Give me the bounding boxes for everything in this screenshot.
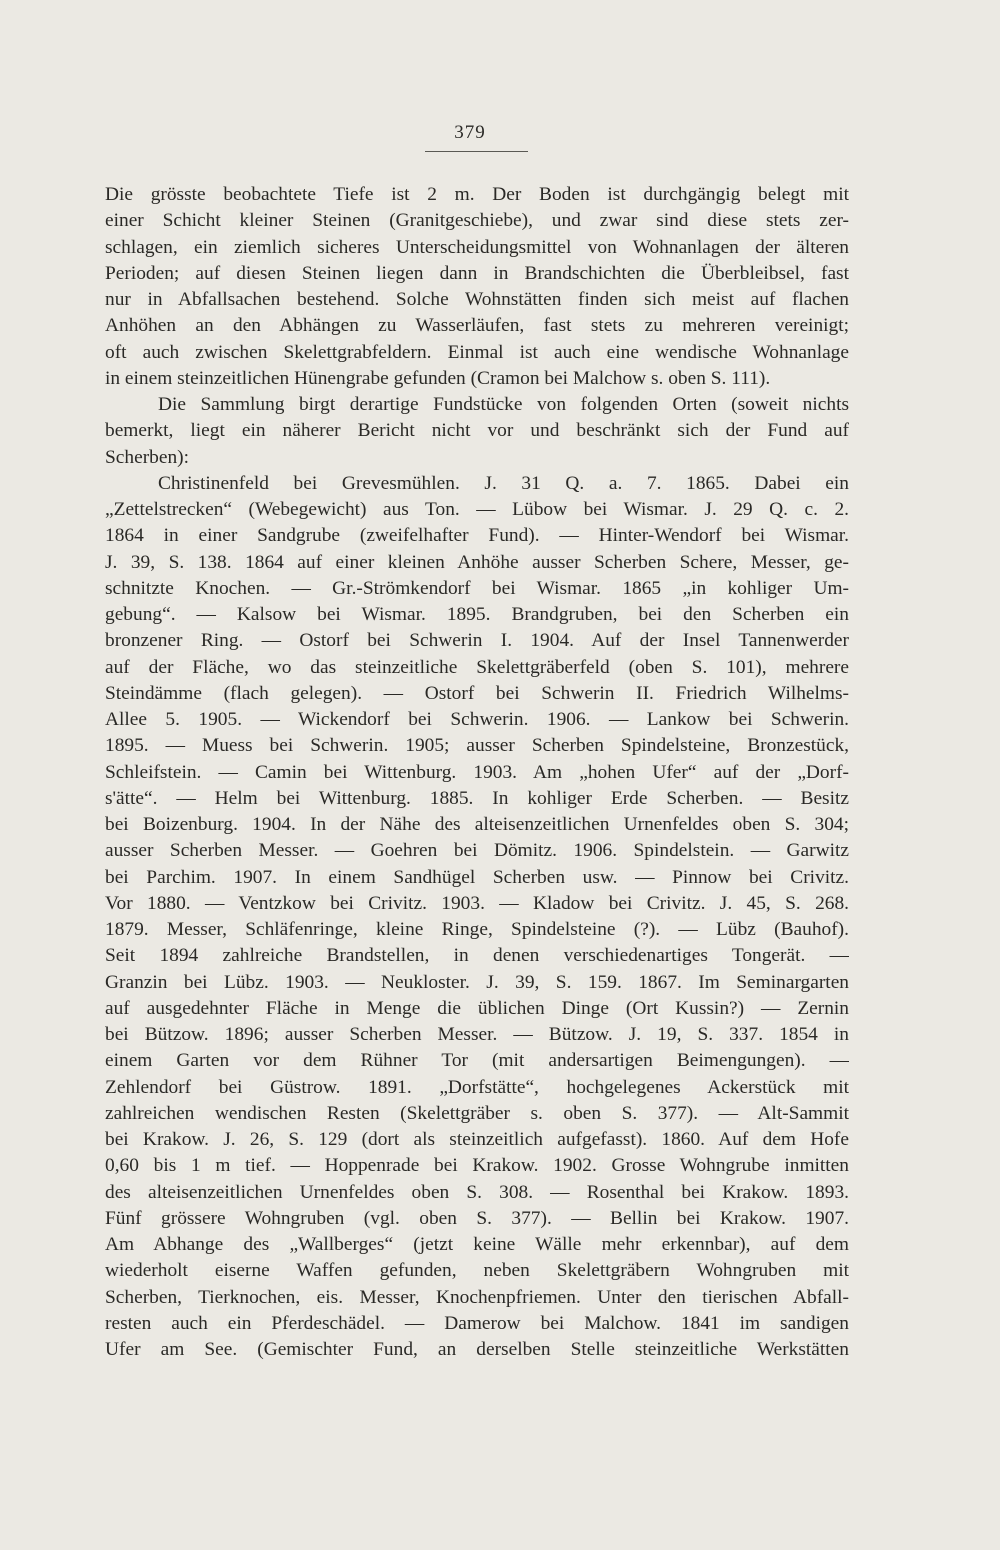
text-line: ausser Scherben Messer. — Goehren bei Dömitz. 1906. Spindelstein. — Garwitz [105,840,849,862]
text-line: des alteisenzeitlichen Urnenfeldes oben S. 308. — Rosenthal bei Krakow. 1893. [105,1181,849,1203]
text-line: Fünf grössere Wohngruben (vgl. oben S. 377). — Bellin bei Krakow. 1907. [105,1207,849,1229]
page-number: 379 [454,122,486,143]
text-line: „Zettelstrecken“ (Webegewicht) aus Ton. — Lübow bei Wismar. J. 29 Q. c. 2. [105,499,849,520]
text-line: bei Parchim. 1907. In einem Sandhügel Scherben usw. — Pinnow bei Crivitz. [105,866,849,888]
text-line: Am Abhange des „Wallberges“ (jetzt keine Wälle mehr erkennbar), auf dem [105,1234,849,1255]
text-line: Granzin bei Lübz. 1903. — Neukloster. J. 39, S. 159. 1867. Im Seminargarten [105,971,849,993]
text-line: Scherben): [105,446,189,468]
body-text [105,182,849,1363]
text-line: J. 39, S. 138. 1864 auf einer kleinen Anhöhe ausser Scherben Schere, Messer, ge- [105,551,849,573]
text-line: Vor 1880. — Ventzkow bei Crivitz. 1903. — Kladow bei Crivitz. J. 45, S. 268. [105,892,849,914]
text-line: bei Boizenburg. 1904. In der Nähe des alteisenzeitlichen Urnenfeldes oben S. 304; [105,814,849,835]
text-line: schlagen, ein ziemlich sicheres Unterscheidungsmittel von Wohnanlagen der älteren [105,236,849,258]
text-line: Zehlendorf bei Güstrow. 1891. „Dorfstätte“, hochgelegenes Ackerstück mit [105,1076,849,1098]
text-line: bemerkt, liegt ein näherer Bericht nicht vor und beschränkt sich der Fund auf [105,420,849,442]
text-line: 1879. Messer, Schläfenringe, kleine Ringe, Spindelsteine (?). — Lübz (Bauhof). [105,919,849,940]
text-line: 0,60 bis 1 m tief. — Hoppenrade bei Krakow. 1902. Grosse Wohngrube inmitten [105,1155,849,1177]
text-line: Schleifstein. — Camin bei Wittenburg. 1903. Am „hohen Ufer“ auf der „Dorf- [105,761,849,783]
paragraph-3 [105,471,849,1364]
text-line: auf der Fläche, wo das steinzeitliche Skelettgräberfeld (oben S. 101), mehrere [105,656,849,678]
text-line: Seit 1894 zahlreiche Brandstellen, in denen verschiedenartiges Tongerät. — [105,945,849,967]
text-line: 1895. — Muess bei Schwerin. 1905; ausser Scherben Spindelsteine, Bronzestück, [105,735,849,757]
text-line: Ufer am See. (Gemischter Fund, an derselben Stelle steinzeitliche Werkstätten [105,1339,849,1360]
text-line: oft auch zwischen Skelettgrabfeldern. Einmal ist auch eine wendische Wohnanlage [105,341,849,363]
text-line: gebung“. — Kalsow bei Wismar. 1895. Brandgruben, bei den Scherben ein [105,604,849,625]
text-line: s'ätte“. — Helm bei Wittenburg. 1885. In kohliger Erde Scherben. — Besitz [105,787,849,809]
text-line: Scherben, Tierknochen, eis. Messer, Knochenpfriemen. Unter den tierischen Abfall- [105,1286,849,1308]
text-line: Steindämme (flach gelegen). — Ostorf bei Schwerin II. Friedrich Wilhelms- [105,682,849,704]
text-line: einem Garten vor dem Rühner Tor (mit andersartigen Beimengungen). — [105,1050,849,1072]
header-rule [425,151,528,152]
text-line: wiederholt eiserne Waffen gefunden, neben Skelettgräbern Wohngruben mit [105,1260,849,1282]
text-line: auf ausgedehnter Fläche in Menge die üblichen Dinge (Ort Kussin?) — Zernin [105,997,849,1019]
text-line: zahlreichen wendischen Resten (Skelettgräber s. oben S. 377). — Alt-Sammit [105,1102,849,1124]
text-line: in einem steinzeitlichen Hünengrabe gefunden (Cramon bei Malchow s. oben S. 111). [105,367,771,389]
text-line: bei Krakow. J. 26, S. 129 (dort als steinzeitlich aufgefasst). 1860. Auf dem Hofe [105,1129,849,1150]
text-line: einer Schicht kleiner Steinen (Granitgeschiebe), und zwar sind diese stets zer- [105,210,849,232]
text-line: resten auch ein Pferdeschädel. — Damerow bei Malchow. 1841 im sandigen [105,1312,849,1334]
text-line: bei Bützow. 1896; ausser Scherben Messer. — Bützow. J. 19, S. 337. 1854 in [105,1024,849,1045]
text-line: Die Sammlung birgt derartige Fundstücke von folgenden Orten (soweit nichts [158,394,849,415]
paragraph-2 [105,392,849,471]
text-line: nur in Abfallsachen bestehend. Solche Wohnstätten finden sich meist auf flachen [105,289,849,310]
text-line: Christinenfeld bei Grevesmühlen. J. 31 Q. a. 7. 1865. Dabei ein [158,472,849,494]
text-line: 1864 in einer Sandgrube (zweifelhafter Fund). — Hinter-Wendorf bei Wismar. [105,525,849,547]
text-line: Die grösste beobachtete Tiefe ist 2 m. Der Boden ist durchgängig belegt mit [105,184,849,205]
text-line: schnitzte Knochen. — Gr.-Strömkendorf bei Wismar. 1865 „in kohliger Um- [105,577,849,599]
text-line: Allee 5. 1905. — Wickendorf bei Schwerin. 1906. — Lankow bei Schwerin. [105,709,849,730]
text-line: bronzener Ring. — Ostorf bei Schwerin I. 1904. Auf der Insel Tannenwerder [105,630,849,652]
text-line: Anhöhen an den Abhängen zu Wasserläufen, fast stets zu mehreren vereinigt; [105,315,849,337]
paragraph-1 [105,182,849,392]
text-line: Perioden; auf diesen Steinen liegen dann in Brandschichten die Überbleibsel, fast [105,262,849,284]
